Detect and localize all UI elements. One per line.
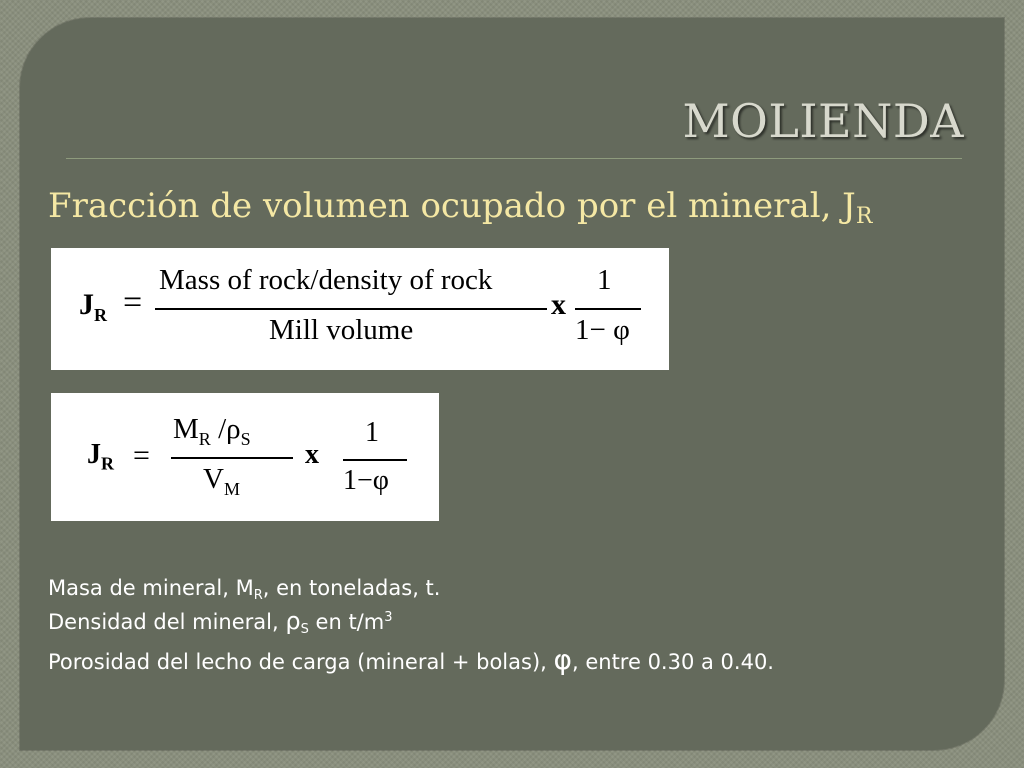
formula1-small-fraction-bar	[575, 308, 641, 310]
formula-image-2	[51, 393, 439, 521]
slide-title: MOLIENDA	[682, 94, 964, 148]
formula2-lhs-sub: R	[101, 453, 114, 474]
formula1-lhs-letter: J	[79, 288, 94, 321]
formula2-frac-num: 1	[365, 417, 379, 448]
formula1-fraction-bar	[155, 308, 547, 310]
formula2-frac-den: 1−φ	[343, 465, 389, 496]
formula2-equals: =	[133, 439, 150, 472]
formula1-lhs-sub: R	[94, 305, 107, 325]
formula2-lhs-letter: J	[87, 439, 101, 470]
definition-density-rho: ρ	[285, 607, 301, 635]
definition-porosity-text: Porosidad del lecho de carga (mineral + bolas),	[48, 650, 554, 674]
formula2-times: x	[305, 439, 319, 470]
definition-mass	[48, 576, 774, 603]
definition-density-sub: S	[300, 622, 309, 637]
definition-mass-text: Masa de mineral, M	[48, 576, 254, 600]
formula1-equals: =	[123, 284, 143, 321]
definition-porosity	[48, 643, 774, 676]
formula2-num-main: M	[173, 413, 199, 445]
formula2-denominator	[203, 463, 240, 500]
formula1-frac-num: 1	[597, 264, 612, 296]
definition-porosity-phi: φ	[553, 643, 572, 676]
slide	[20, 18, 1004, 750]
definition-mass-unit: , en toneladas, t.	[262, 576, 441, 600]
formula1-times: x	[551, 288, 566, 321]
subtitle-text: Fracción de volumen ocupado por el mineral, J	[48, 186, 856, 226]
definition-density-text: Densidad del mineral,	[48, 610, 286, 634]
title-divider	[66, 158, 962, 159]
formula2-num-slash: /ρ	[218, 413, 241, 445]
subtitle-subscript: R	[855, 204, 873, 229]
formula-image-1	[51, 248, 669, 370]
formula2-den-main: V	[203, 463, 224, 495]
formula1-lhs	[79, 288, 107, 326]
formula1-denominator: Mill volume	[269, 314, 414, 346]
formula2-num-main-sub: R	[198, 428, 211, 449]
formula2-fraction-bar	[171, 457, 293, 459]
definition-porosity-range: , entre 0.30 a 0.40.	[571, 650, 774, 674]
formula2-den-main-sub: M	[223, 478, 240, 499]
formula2-lhs	[87, 439, 114, 475]
formula2-numerator	[173, 413, 251, 450]
formula1-frac-den: 1− φ	[575, 314, 630, 346]
definition-density-sup: 3	[384, 610, 393, 625]
formula1-numerator: Mass of rock/density of rock	[159, 264, 493, 296]
definition-density	[48, 607, 774, 637]
definition-density-unit: en t/m	[308, 610, 385, 634]
formula2-num-slash-sub: S	[240, 428, 251, 449]
definitions-list	[48, 576, 774, 676]
definition-mass-sub: R	[253, 588, 263, 603]
slide-subtitle	[48, 186, 872, 229]
formula2-small-fraction-bar	[343, 459, 407, 461]
